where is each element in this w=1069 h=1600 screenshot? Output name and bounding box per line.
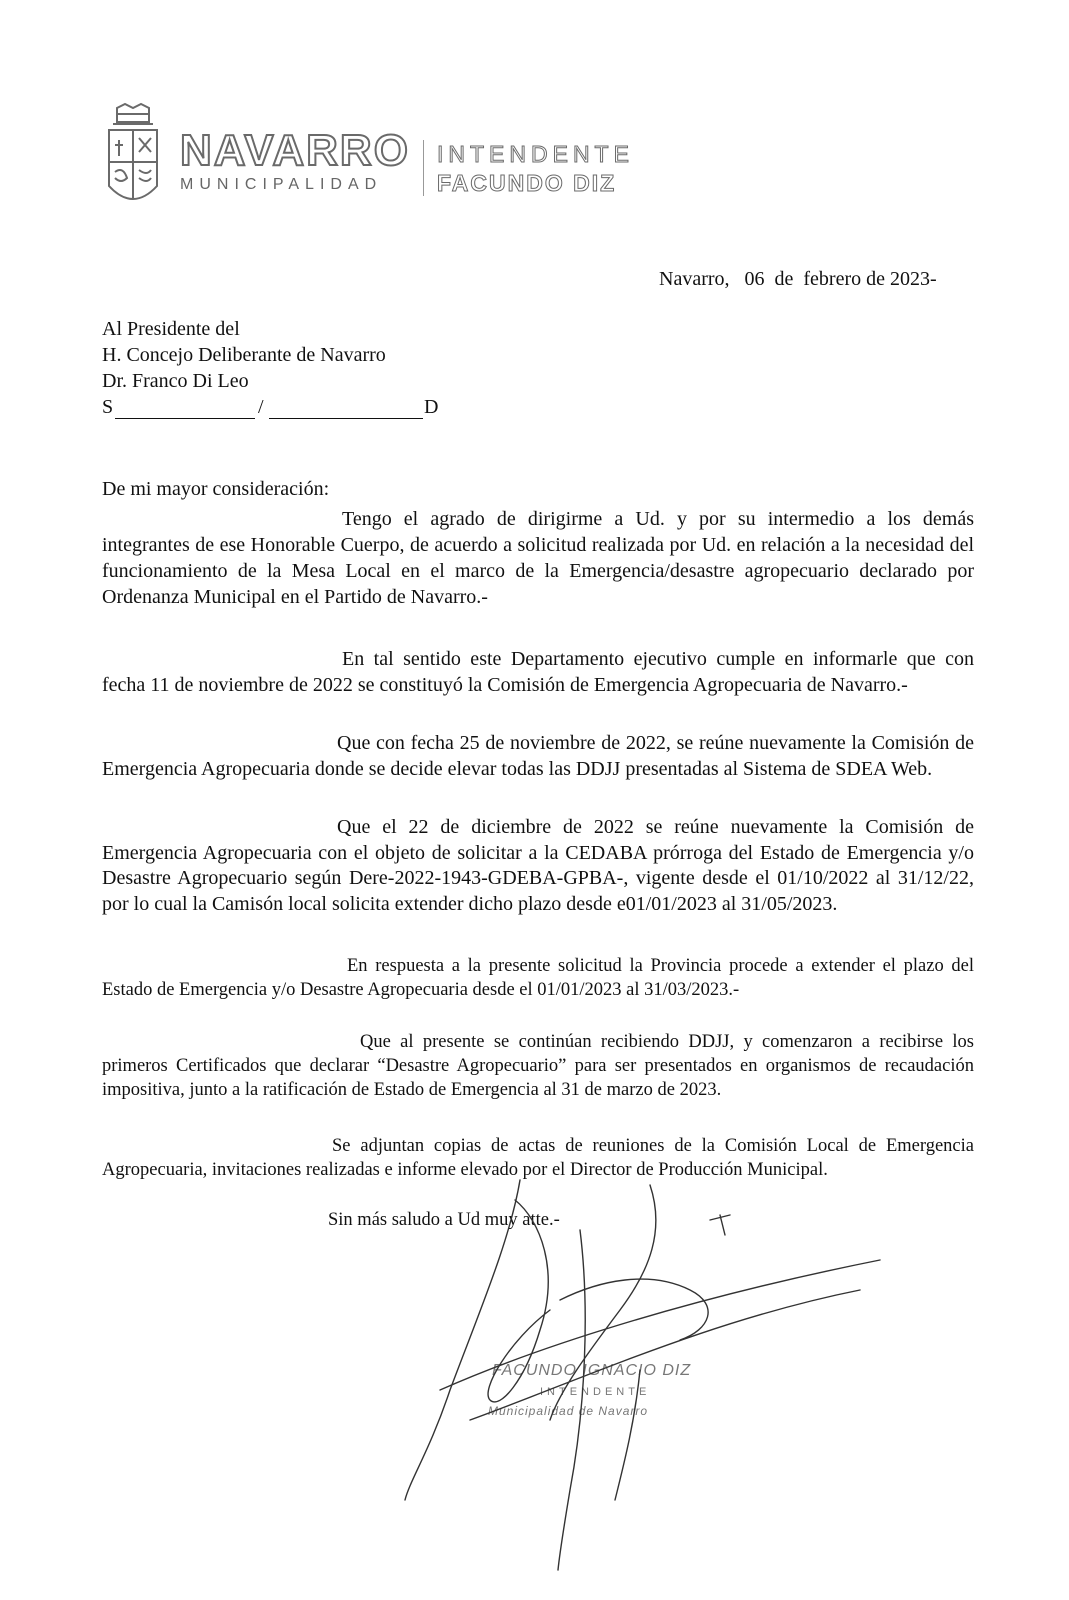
- sd-underline: [102, 396, 447, 422]
- letterhead-person: FACUNDO DIZ: [437, 170, 617, 196]
- paragraph-5: En respuesta a la presente solicitud la Provincia procede a extender el plazo del Estado de Emergencia y/o Desastre Agropecuaria desde el 01/01/2023 al 31/03/2023.-: [102, 956, 974, 1000]
- sd-underline-right: [269, 418, 423, 419]
- brand-name: NAVARRO: [180, 126, 410, 175]
- greeting: De mi mayor consideración:: [102, 478, 330, 500]
- paragraph-2: En tal sentido este Departamento ejecutivo cumple en informarle que con fecha 11 de noviembre de 2022 se constituyó la Comisión de Emergencia Agropecuaria de Navarro.-: [102, 648, 974, 696]
- recipient-block: [102, 316, 386, 394]
- paragraph-1: Tengo el agrado de dirigirme a Ud. y por su intermedio a los demás integrantes de ese Honorable Cuerpo, de acuerdo a solicitud realizada por Ud. en relación a la necesidad del funcionamiento de la Mesa Local en el marco de la Emergencia/desastre agropecuario declarado por Ordenanza Municipal en el Partido de Navarro.-: [102, 508, 974, 608]
- handwritten-signature: [380, 1160, 900, 1580]
- recipient-line-1: Al Presidente del: [102, 318, 240, 340]
- letterhead-title: [437, 140, 634, 198]
- sd-slash: /: [258, 396, 264, 418]
- recipient-line-3: Dr. Franco Di Leo: [102, 370, 249, 392]
- letterhead-brand: [180, 128, 410, 196]
- paragraph-3: Que con fecha 25 de noviembre de 2022, se reúne nuevamente la Comisión de Emergencia Agropecuaria donde se decide elevar todas las DDJJ presentadas al Sistema de SDEA Web.: [102, 732, 974, 780]
- municipal-crest-icon: [103, 100, 163, 215]
- letterhead-role: INTENDENTE: [437, 141, 634, 167]
- brand-subtitle: MUNICIPALIDAD: [180, 176, 383, 193]
- date-line: Navarro, 06 de febrero de 2023-: [659, 268, 937, 290]
- stamp-org: Municipalidad de Navarro: [488, 1404, 649, 1418]
- paragraph-7: Se adjuntan copias de actas de reuniones de la Comisión Local de Emergencia Agropecuaria, invitaciones realizadas e informe elevado por el Director de Producción Municipal.: [102, 1136, 974, 1180]
- paragraph-4: Que el 22 de diciembre de 2022 se reúne nuevamente la Comisión de Emergencia Agropecuaria con el objeto de solicitar a la CEDABA prórroga del Estado de Emergencia y/o Desastre Agropecuario según Dere-2022-1943-GDEBA-GPBA-, vigente desde el 01/10/2022 al 31/12/22, por lo cual la Camisón local solicita extender dicho plazo desde e01/01/2023 al 31/05/2023.: [102, 816, 974, 915]
- letterhead-divider: [423, 140, 424, 196]
- sd-underline-left: [115, 418, 255, 419]
- closing-line: Sin más saludo a Ud muy atte.-: [328, 1210, 560, 1230]
- stamp-role: INTENDENTE: [540, 1386, 651, 1398]
- sd-d: D: [424, 396, 439, 418]
- sd-s: S: [102, 396, 114, 418]
- stamp-name: FACUNDO IGNACIO DIZ: [492, 1362, 692, 1379]
- recipient-line-2: H. Concejo Deliberante de Navarro: [102, 344, 386, 366]
- paragraph-6: Que al presente se continúan recibiendo DDJJ, y comenzaron a recibirse los primeros Certificados que declarar “Desastre Agropecuario” para ser presentados en organismos de recaudación impositiva, junto a la ratificación de Estado de Emergencia al 31 de marzo de 2023.: [102, 1032, 974, 1100]
